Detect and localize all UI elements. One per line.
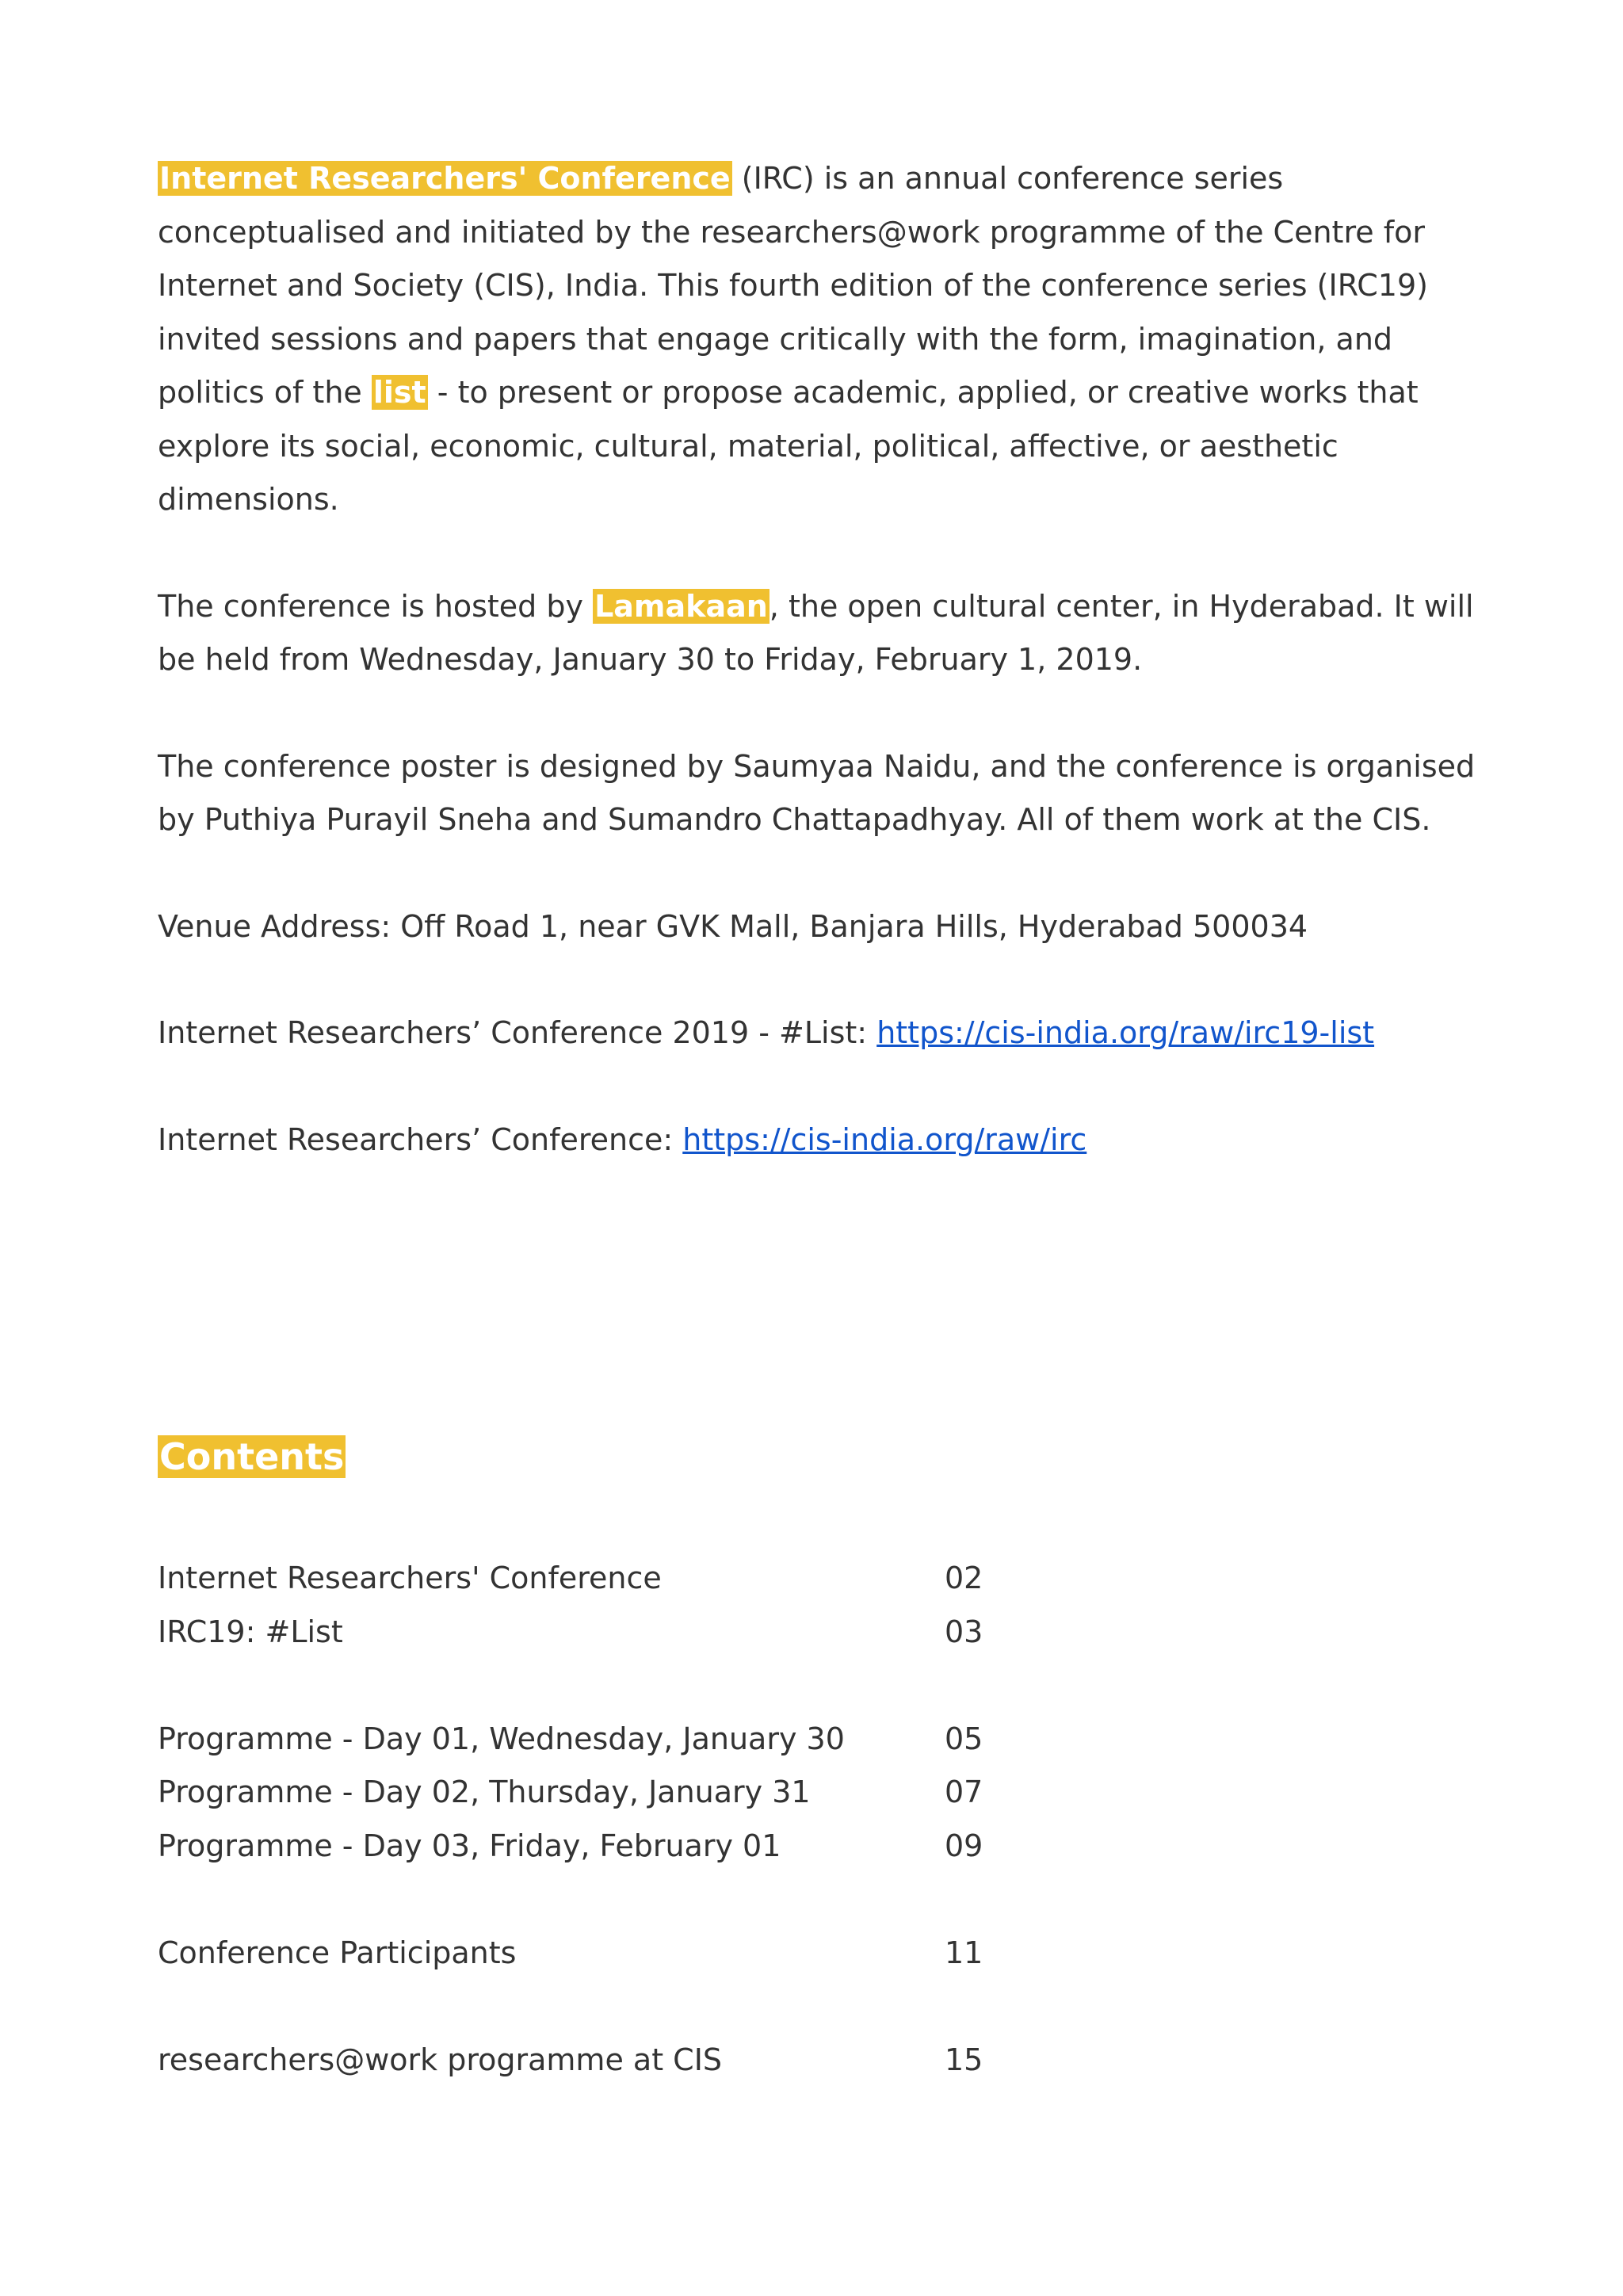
credits-paragraph: The conference poster is designed by Saumyaa Naidu, and the conference is organised by Puthiya Purayil Sneha and Sumandro Chattapadhyay. All of them work at the CIS. (158, 748, 1476, 837)
toc-entry-page: 07 (945, 1775, 983, 1809)
toc-entry-page: 05 (945, 1721, 983, 1756)
toc-entry-page: 11 (945, 1935, 983, 1970)
toc-entry-label: Internet Researchers' Conference (158, 1561, 662, 1595)
irc-link-paragraph (158, 1114, 1489, 1167)
irc19-link-paragraph (158, 1007, 1489, 1060)
intro-text-1: (IRC) is an annual conference series conceptualised and initiated by the researchers@work programme of the Centre for Internet and Society (CIS), India. This fourth edition of the conference series (IRC19) invited sessions and papers that engage critically with the form, imagination, and politics of the (158, 161, 1428, 410)
toc-entry[interactable] (158, 2034, 1029, 2088)
toc-entry[interactable] (158, 1820, 1029, 1874)
toc-entry[interactable] (158, 1606, 1029, 1660)
intro-text-2: - to present or propose academic, applied, or creative works that explore its social, economic, cultural, material, political, affective, or aesthetic dimensions. (158, 375, 1419, 517)
toc-entry-label: Programme - Day 03, Friday, February 01 (158, 1828, 781, 1863)
toc-entry-label: Conference Participants (158, 1935, 517, 1970)
irc19-link-label: Internet Researchers’ Conference 2019 - #List: (158, 1015, 877, 1050)
toc-entry[interactable] (158, 1713, 1029, 1767)
irc-link[interactable]: https://cis-india.org/raw/irc (682, 1121, 1087, 1157)
toc-entry[interactable] (158, 1552, 1029, 1606)
venue-paragraph: Venue Address: Off Road 1, near GVK Mall, Banjara Hills, Hyderabad 500034 (158, 908, 1308, 944)
highlight-lamakaan: Lamakaan (594, 588, 768, 624)
toc-entry-label: IRC19: #List (158, 1614, 343, 1649)
table-of-contents (158, 1552, 1029, 2087)
document-page (158, 152, 1489, 1220)
host-paragraph (158, 580, 1489, 687)
toc-entry-label: Programme - Day 01, Wednesday, January 30 (158, 1721, 845, 1756)
toc-entry-page: 02 (945, 1561, 983, 1595)
toc-entry-page: 15 (945, 2042, 983, 2077)
toc-entry-label: researchers@work programme at CIS (158, 2042, 723, 2077)
toc-entry-page: 03 (945, 1614, 983, 1649)
toc-entry[interactable] (158, 1927, 1029, 1981)
toc-spacer (158, 1873, 1029, 1927)
host-text-2: , the open cultural center, in Hyderabad. It will be held from Wednesday, January 30 to Friday, February 1, 2019. (158, 588, 1474, 677)
irc-link-label: Internet Researchers’ Conference: (158, 1121, 683, 1157)
intro-paragraph (158, 152, 1489, 527)
host-text-1: The conference is hosted by (158, 588, 594, 624)
highlight-list: list (372, 375, 426, 410)
contents-heading (158, 1433, 346, 1480)
irc19-list-link[interactable]: https://cis-india.org/raw/irc19-list (876, 1015, 1375, 1050)
toc-entry-label: Programme - Day 02, Thursday, January 31 (158, 1775, 811, 1809)
highlight-irc: Internet Researchers' Conference (159, 161, 731, 196)
contents-heading-text: Contents (159, 1435, 345, 1478)
toc-spacer (158, 1980, 1029, 2034)
toc-entry-page: 09 (945, 1828, 983, 1863)
toc-spacer (158, 1659, 1029, 1713)
toc-entry[interactable] (158, 1766, 1029, 1820)
